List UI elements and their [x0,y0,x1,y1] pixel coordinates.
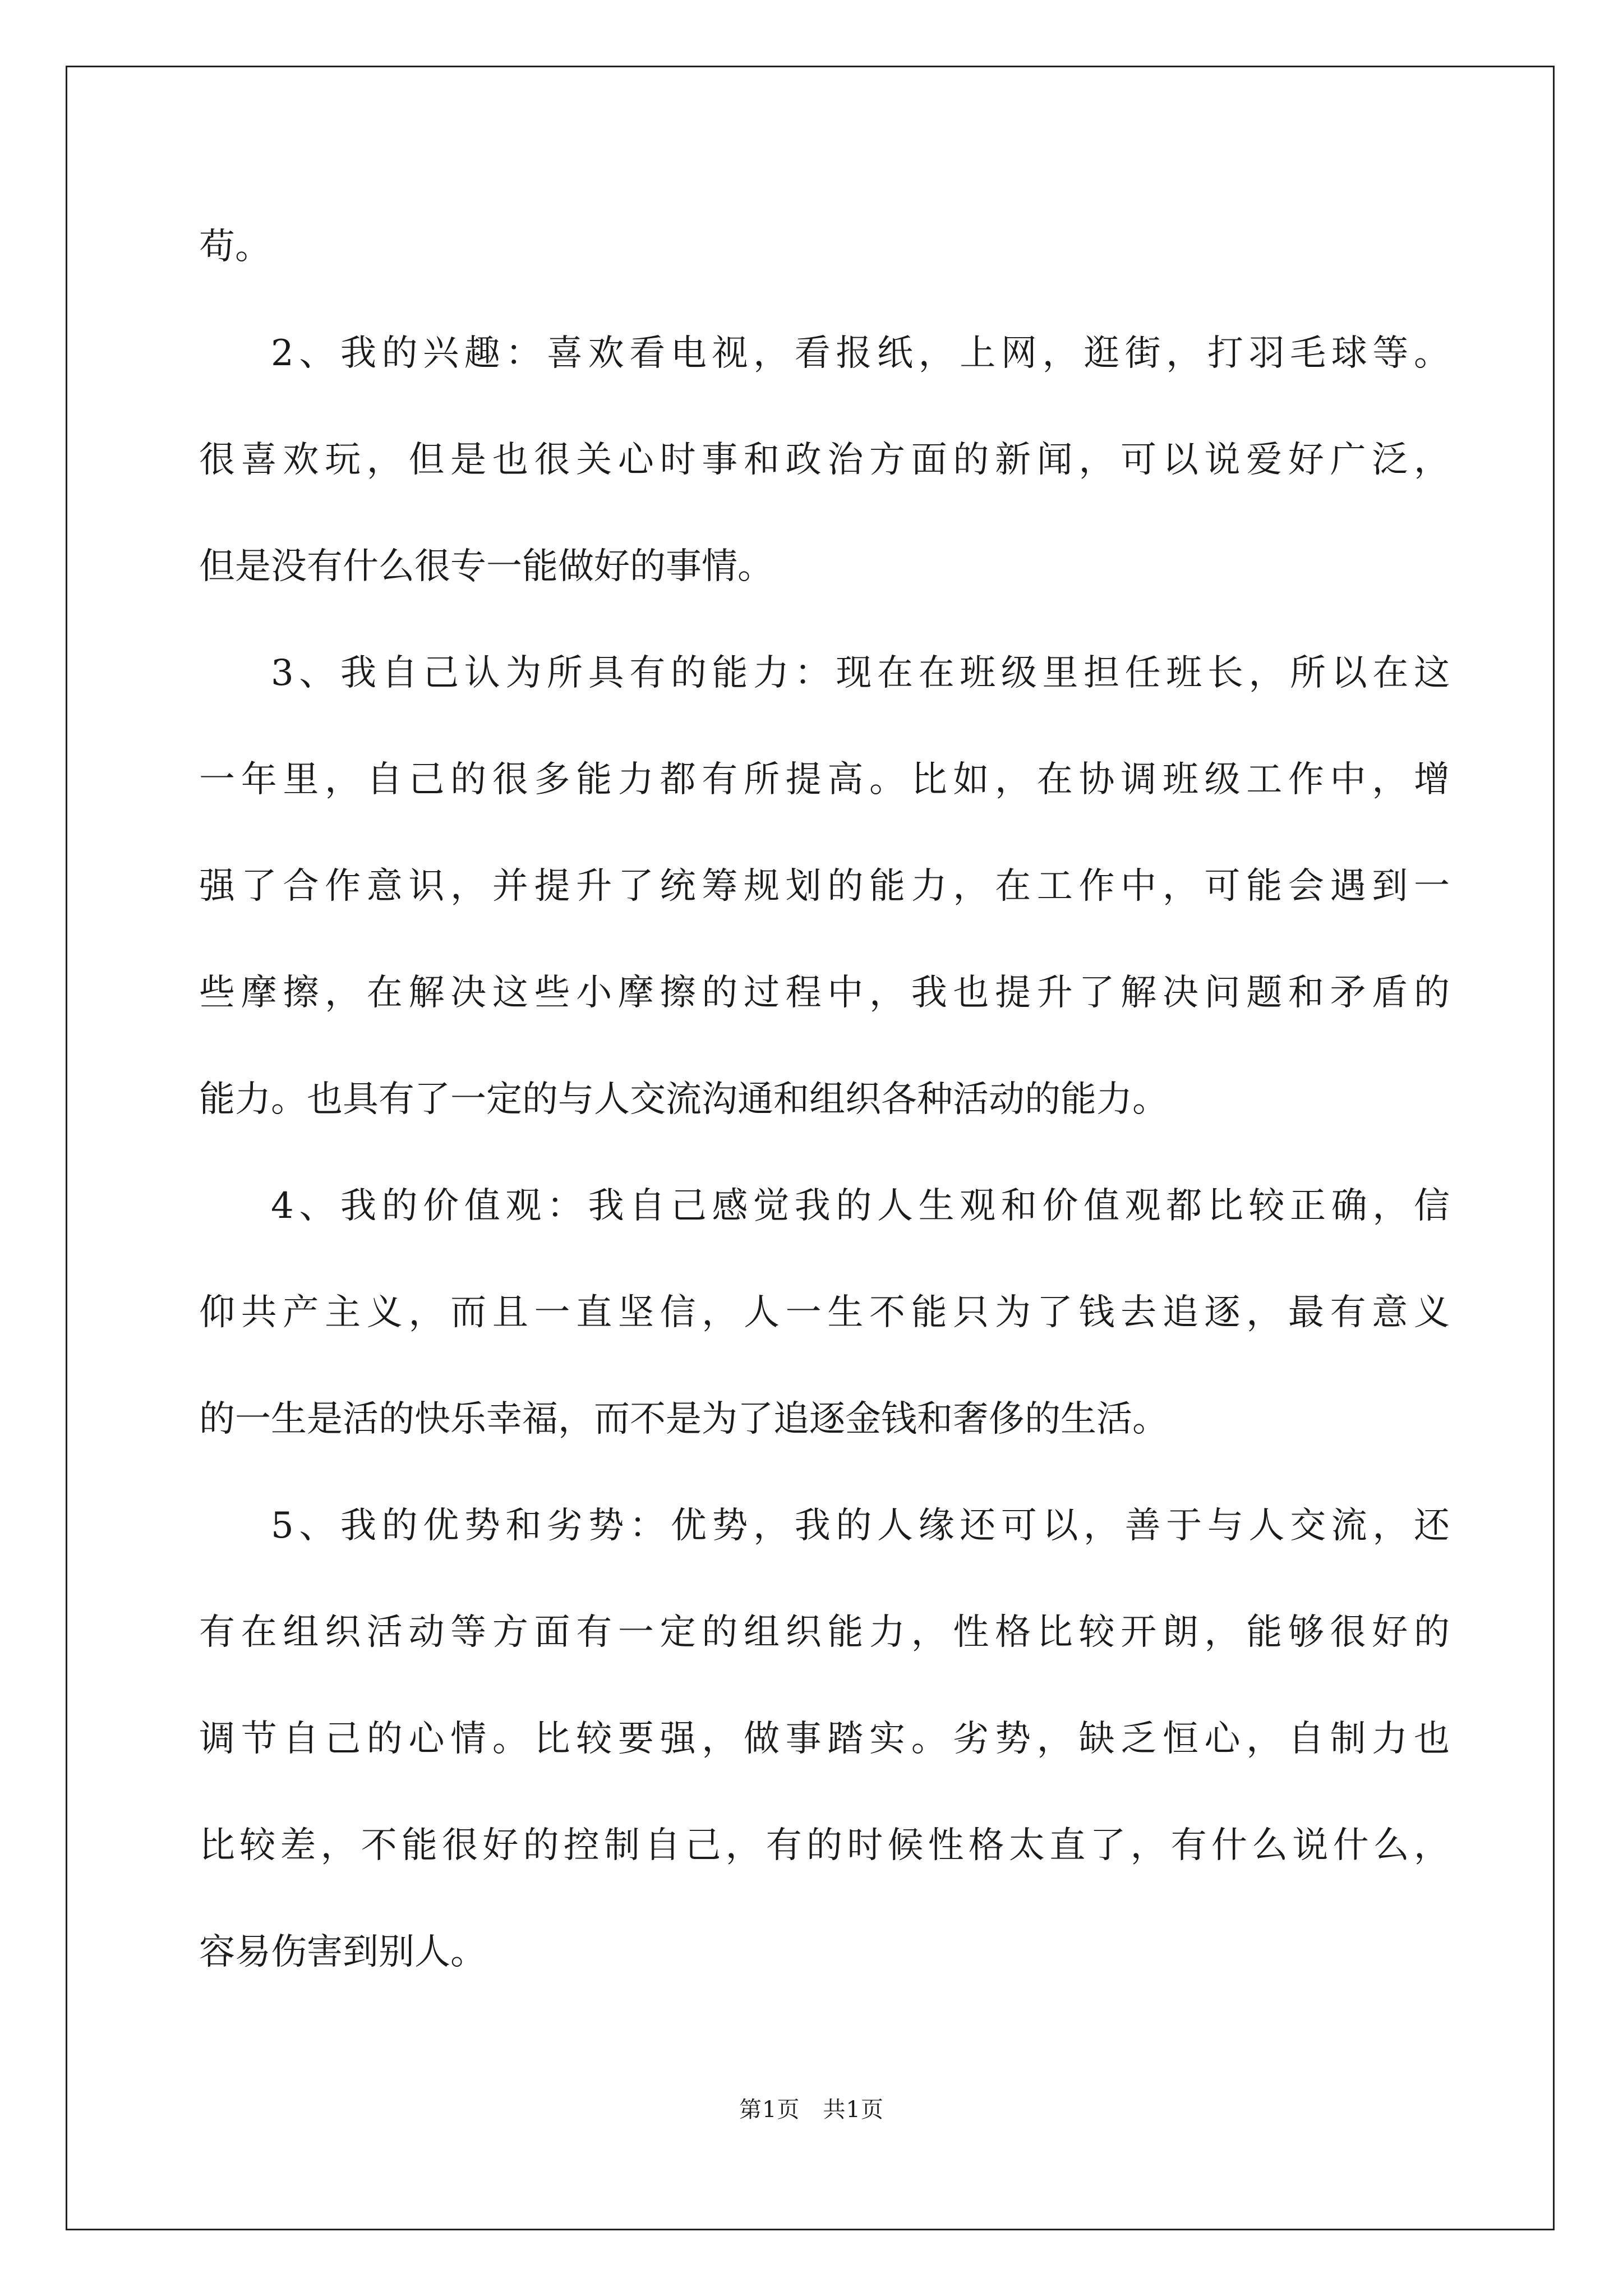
paragraph-line: 5、我的优势和劣势：优势，我的人缘还可以，善于与人交流，还 [271,1505,1450,1547]
paragraph-line: 能力。也具有了一定的与人交流沟通和组织各种活动的能力。 [199,1079,1168,1120]
paragraph-line: 容易伤害到别人。 [199,1931,486,1973]
paragraph-line: 些摩擦，在解决这些小摩擦的过程中，我也提升了解决问题和矛盾的 [199,972,1450,1014]
paragraph-line: 很喜欢玩，但是也很关心时事和政治方面的新闻，可以说爱好广泛， [199,439,1450,481]
paragraph-line: 的一生是活的快乐幸福，而不是为了追逐金钱和奢侈的生活。 [199,1398,1168,1440]
paragraph-line: 3、我自己认为所具有的能力：现在在班级里担任班长，所以在这 [271,652,1450,694]
paragraph-line: 比较差，不能很好的控制自己，有的时候性格太直了，有什么说什么， [199,1825,1450,1866]
paragraph-line: 仰共产主义，而且一直坚信，人一生不能只为了钱去追逐，最有意义 [199,1292,1450,1333]
paragraph-line: 苟。 [199,226,271,268]
page-number-footer: 第1页 共1页 [739,2097,884,2123]
paragraph-line: 一年里，自己的很多能力都有所提高。比如，在协调班级工作中，增 [199,759,1450,800]
paragraph-line: 4、我的价值观：我自己感觉我的人生观和价值观都比较正确，信 [271,1185,1450,1227]
paragraph-line: 调节自己的心情。比较要强，做事踏实。劣势，缺乏恒心，自制力也 [199,1718,1450,1760]
paragraph-line: 强了合作意识，并提升了统筹规划的能力，在工作中，可能会遇到一 [199,866,1450,907]
paragraph-line: 有在组织活动等方面有一定的组织能力，性格比较开朗，能够很好的 [199,1612,1450,1653]
paragraph-line: 2、我的兴趣：喜欢看电视，看报纸，上网，逛街，打羽毛球等。 [271,333,1450,374]
page-border [66,66,1555,2230]
paragraph-line: 但是没有什么很专一能做好的事情。 [199,546,773,587]
